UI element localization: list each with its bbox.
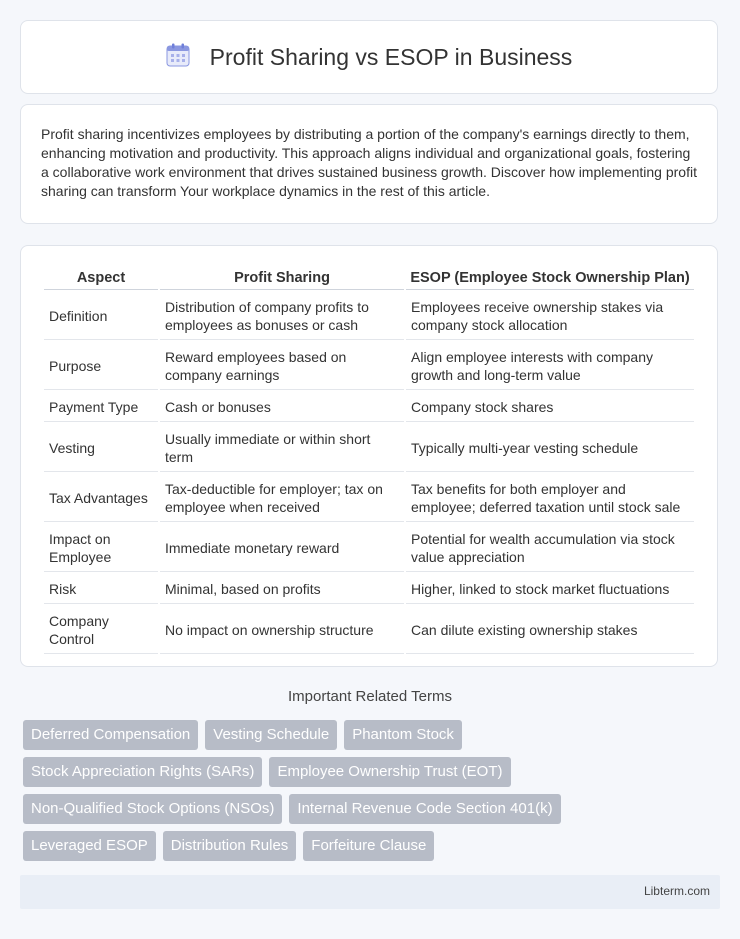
tag-distribution-rules[interactable]: Distribution Rules <box>163 831 297 861</box>
tag-phantom-stock[interactable]: Phantom Stock <box>344 720 462 750</box>
cell-esop: Higher, linked to stock market fluctuations <box>406 574 694 604</box>
header-profit-sharing: Profit Sharing <box>160 266 404 290</box>
table-row <box>44 342 694 390</box>
cell-aspect: Impact on Employee <box>44 524 158 572</box>
cell-profit-sharing: Usually immediate or within short term <box>160 424 404 472</box>
cell-profit-sharing: Reward employees based on company earnings <box>160 342 404 390</box>
cell-esop: Employees receive ownership stakes via company stock allocation <box>406 292 694 340</box>
comparison-table <box>42 264 696 656</box>
footer-site-link[interactable]: Libterm.com <box>643 884 710 898</box>
cell-esop: Potential for wealth accumulation via stock value appreciation <box>406 524 694 572</box>
tag-row <box>23 720 713 750</box>
tag-stock-appreciation-rights[interactable]: Stock Appreciation Rights (SARs) <box>23 757 262 787</box>
table-row <box>44 574 694 604</box>
tag-irc-section-401k[interactable]: Internal Revenue Code Section 401(k) <box>289 794 560 824</box>
cell-aspect: Purpose <box>44 342 158 390</box>
intro-card <box>20 104 718 224</box>
tag-non-qualified-stock-options[interactable]: Non-Qualified Stock Options (NSOs) <box>23 794 282 824</box>
cell-aspect: Tax Advantages <box>44 474 158 522</box>
table-row <box>44 392 694 422</box>
table-header-row <box>44 266 694 290</box>
cell-profit-sharing: Tax-deductible for employer; tax on employee when received <box>160 474 404 522</box>
related-terms-list <box>23 720 713 868</box>
cell-profit-sharing: Distribution of company profits to employees as bonuses or cash <box>160 292 404 340</box>
table-row <box>44 424 694 472</box>
header-card <box>20 20 718 94</box>
cell-aspect: Risk <box>44 574 158 604</box>
intro-text: Profit sharing incentivizes employees by distributing a portion of the company's earnings directly to them, enhancing motivation and productivity. This approach aligns individual and organizational goals, fostering a collaborative work environment that drives sustained business growth. Discover how implementing profit sharing can transform Your workplace dynamics in the rest of this article. <box>41 126 697 199</box>
cell-aspect: Vesting <box>44 424 158 472</box>
tag-row <box>23 757 713 787</box>
tag-vesting-schedule[interactable]: Vesting Schedule <box>205 720 337 750</box>
cell-esop: Can dilute existing ownership stakes <box>406 606 694 654</box>
table-row <box>44 524 694 572</box>
cell-esop: Align employee interests with company growth and long-term value <box>406 342 694 390</box>
cell-profit-sharing: No impact on ownership structure <box>160 606 404 654</box>
cell-profit-sharing: Immediate monetary reward <box>160 524 404 572</box>
tag-row <box>23 794 713 824</box>
cell-profit-sharing: Minimal, based on profits <box>160 574 404 604</box>
tag-forfeiture-clause[interactable]: Forfeiture Clause <box>303 831 434 861</box>
table-row <box>44 292 694 340</box>
calendar-icon <box>166 43 190 72</box>
cell-esop: Company stock shares <box>406 392 694 422</box>
tag-row <box>23 831 713 861</box>
header-aspect: Aspect <box>44 266 158 290</box>
header-esop: ESOP (Employee Stock Ownership Plan) <box>406 266 694 290</box>
tag-employee-ownership-trust[interactable]: Employee Ownership Trust (EOT) <box>269 757 510 787</box>
footer <box>20 875 720 909</box>
comparison-table-card <box>20 245 718 667</box>
tag-deferred-compensation[interactable]: Deferred Compensation <box>23 720 198 750</box>
cell-profit-sharing: Cash or bonuses <box>160 392 404 422</box>
page-title: Profit Sharing vs ESOP in Business <box>209 43 573 70</box>
tag-leveraged-esop[interactable]: Leveraged ESOP <box>23 831 156 861</box>
cell-esop: Typically multi-year vesting schedule <box>406 424 694 472</box>
cell-aspect: Definition <box>44 292 158 340</box>
cell-esop: Tax benefits for both employer and employee; deferred taxation until stock sale <box>406 474 694 522</box>
related-terms-title: Important Related Terms <box>288 688 452 705</box>
table-row <box>44 474 694 522</box>
table-row <box>44 606 694 654</box>
cell-aspect: Company Control <box>44 606 158 654</box>
cell-aspect: Payment Type <box>44 392 158 422</box>
